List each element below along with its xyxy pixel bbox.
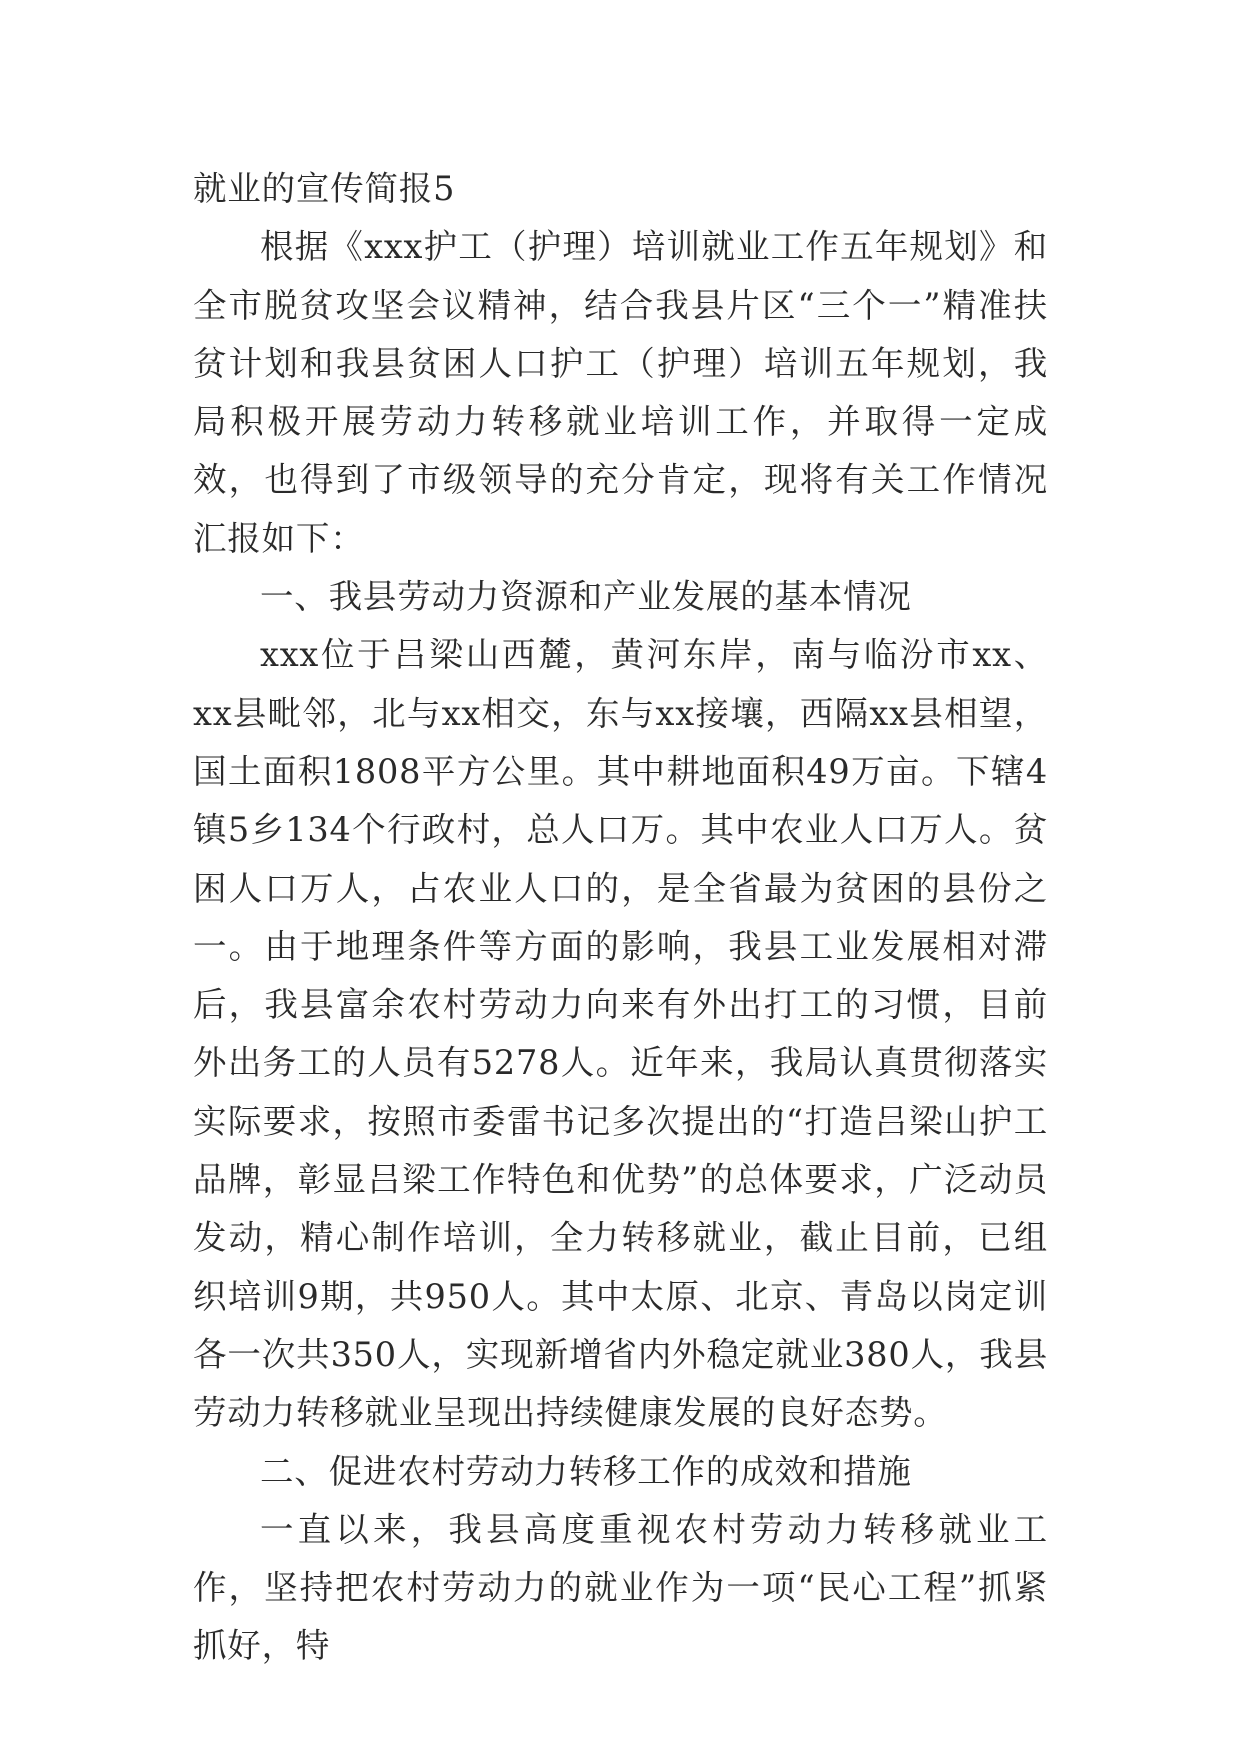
section-1-paragraph: xxx位于吕梁山西麓，黄河东岸，南与临汾市xx、xx县毗邻，北与xx相交，东与xx接壤，西隔xx县相望，国土面积1808平方公里。其中耕地面积49万亩。下辖4镇5乡134个行政村，总人口万。其中农业人口万人。贫困人口万人，占农业人口的，是全省最为贫困的县份之一。由于地理条件等方面的影响，我县工业发展相对滞后，我县富余农村劳动力向来有外出打工的习惯，目前外出务工的人员有5278人。近年来，我局认真贯彻落实实际要求，按照市委雷书记多次提出的“打造吕梁山护工品牌，彰显吕梁工作特色和优势”的总体要求，广泛动员发动，精心制作培训，全力转移就业，截止目前，已组织培训9期，共950人。其中太原、北京、青岛以岗定训各一次共350人，实现新增省内外稳定就业380人，我县劳动力转移就业呈现出持续健康发展的良好态势。 xyxy=(193,635,1048,1433)
intro-paragraph: 根据《xxx护工（护理）培训就业工作五年规划》和全市脱贫攻坚会议精神，结合我县片区“三个一”精准扶贫计划和我县贫困人口护工（护理）培训五年规划，我局积极开展劳动力转移就业培训工作，并取得一定成效，也得到了市级领导的充分肯定，现将有关工作情况汇报如下： xyxy=(193,227,1048,558)
section-2-heading: 二、促进农村劳动力转移工作的成效和措施 xyxy=(260,1451,912,1491)
section-2-paragraph: 一直以来，我县高度重视农村劳动力转移就业工作，坚持把农村劳动力的就业作为一项“民心工程”抓紧抓好，特 xyxy=(193,1509,1048,1666)
document-title: 就业的宣传简报5 xyxy=(193,169,456,208)
document-page xyxy=(193,160,1048,1676)
section-1-heading: 一、我县劳动力资源和产业发展的基本情况 xyxy=(260,577,912,617)
